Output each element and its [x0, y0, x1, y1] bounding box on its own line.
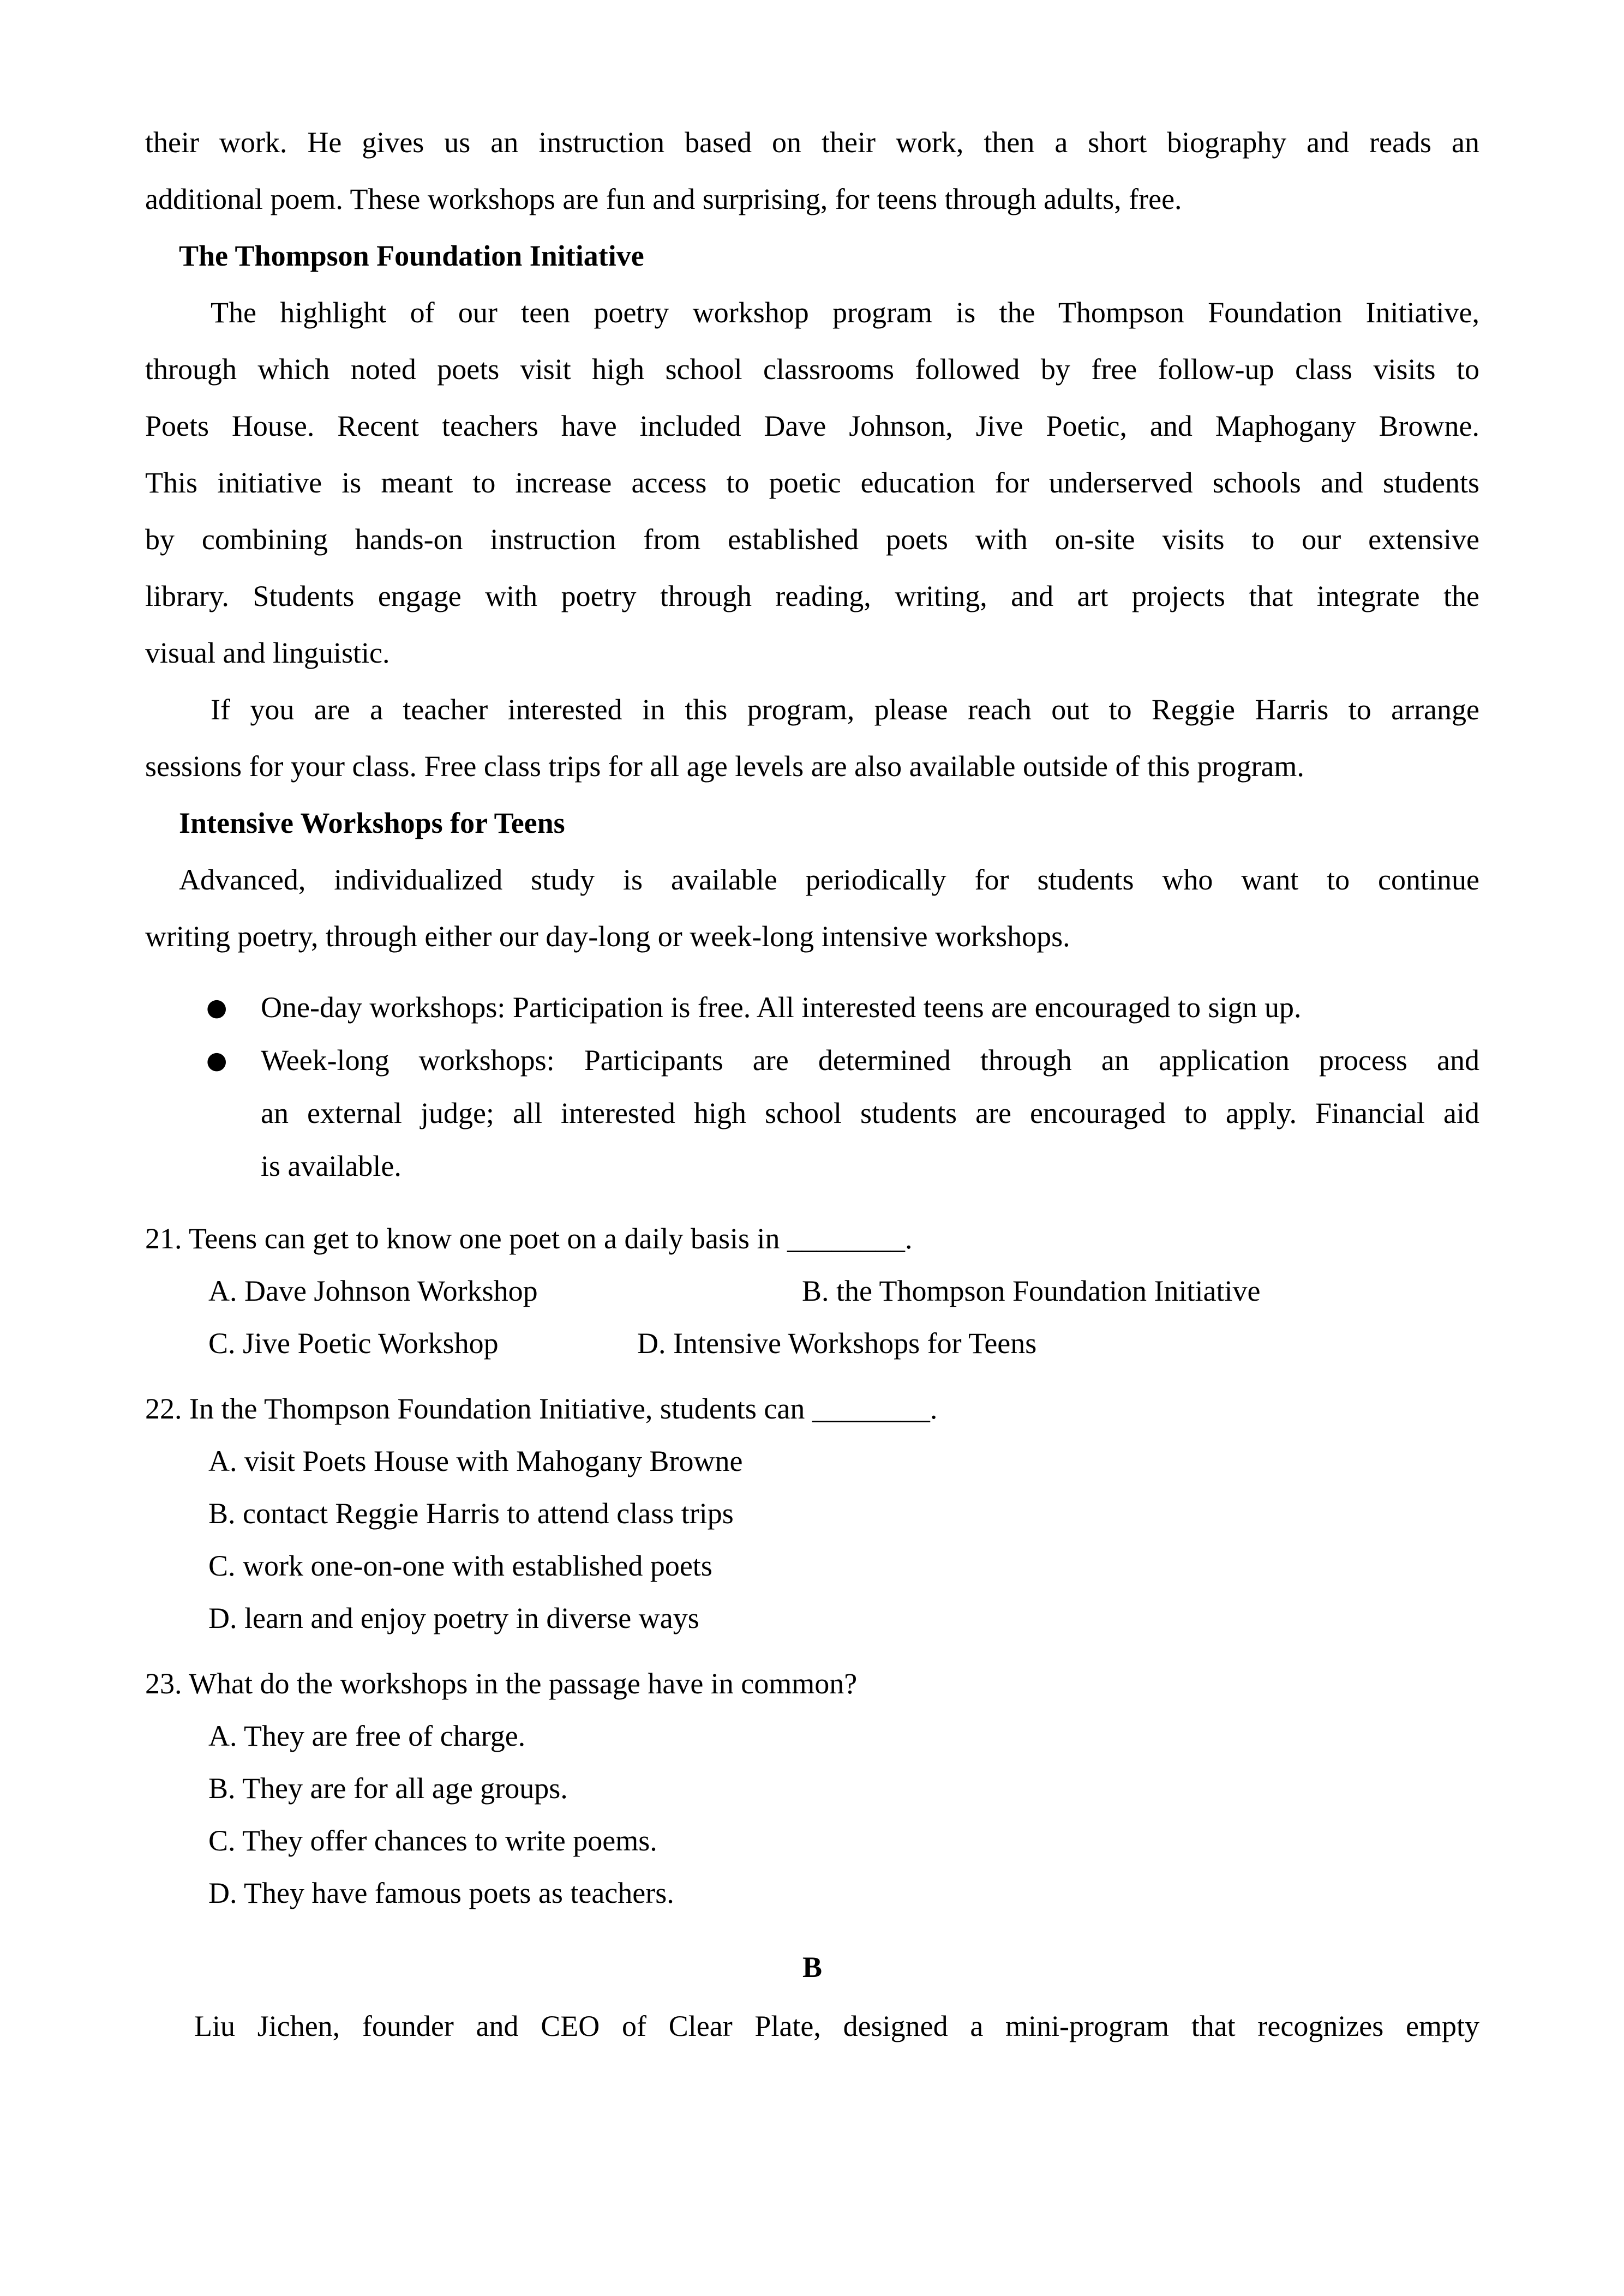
text-line: One-day workshops: Participation is free. All interested teens are encouraged to sign up. [261, 991, 1302, 1024]
option-23-a: A. They are free of charge. [208, 1720, 526, 1752]
text-line: is available. [261, 1150, 401, 1182]
bullet-item-week-long [145, 1034, 1479, 1193]
question-21-options-row-2 [145, 1317, 1479, 1369]
question-21-stem: 21. Teens can get to know one poet on a daily basis in ________. [145, 1222, 913, 1255]
text-line: sessions for your class. Free class trips for all age levels are also available outside of this program. [145, 750, 1304, 783]
text-line: visual and linguistic. [145, 636, 390, 669]
text-line: The highlight of our teen poetry workshop program is the Thompson Foundation Initiative, [211, 296, 1479, 329]
text-line: If you are a teacher interested in this program, please reach out to Reggie Harris to arrange [211, 693, 1479, 726]
text-line: additional poem. These workshops are fun and surprising, for teens through adults, free. [145, 183, 1182, 215]
text-line: an external judge; all interested high school students are encouraged to apply. Financial aid [261, 1097, 1479, 1129]
text-line: through which noted poets visit high school classrooms followed by free follow-up class visits to [145, 353, 1479, 386]
option-23-c: C. They offer chances to write poems. [208, 1824, 657, 1857]
option-22-c: C. work one-on-one with established poets [208, 1549, 712, 1582]
paragraph-intensive [145, 851, 1479, 965]
option-23-b: B. They are for all age groups. [208, 1772, 568, 1805]
option-22-a: A. visit Poets House with Mahogany Browne [208, 1445, 743, 1477]
paragraph-section-b [145, 1998, 1479, 2054]
text-line: Advanced, individualized study is available periodically for students who want to continue [179, 863, 1479, 896]
section-heading-thompson: The Thompson Foundation Initiative [179, 239, 644, 272]
text-line: by combining hands-on instruction from established poets with on-site visits to our extensive [145, 523, 1479, 556]
question-22-stem: 22. In the Thompson Foundation Initiative, students can ________. [145, 1392, 938, 1425]
questions-section [145, 1212, 1479, 1919]
paragraph-thompson-2 [145, 681, 1479, 795]
question-23 [145, 1657, 1479, 1919]
question-23-stem: 23. What do the workshops in the passage have in common? [145, 1667, 858, 1700]
option-21-b: B. the Thompson Foundation Initiative [802, 1275, 1261, 1307]
text-line: their work. He gives us an instruction based on their work, then a short biography and reads an [145, 126, 1479, 159]
text-line: Liu Jichen, founder and CEO of Clear Plate, designed a mini-program that recognizes empty [194, 2010, 1479, 2042]
text-line: This initiative is meant to increase access to poetic education for underserved schools and students [145, 466, 1479, 499]
text-line: library. Students engage with poetry through reading, writing, and art projects that integrate the [145, 580, 1479, 612]
question-22 [145, 1383, 1479, 1644]
text-line: writing poetry, through either our day-long or week-long intensive workshops. [145, 920, 1070, 953]
bullet-item-one-day [145, 981, 1479, 1034]
option-23-d: D. They have famous poets as teachers. [208, 1877, 674, 1909]
option-21-c: C. Jive Poetic Workshop [208, 1327, 499, 1360]
option-22-d: D. learn and enjoy poetry in diverse ways [208, 1602, 699, 1634]
option-21-d: D. Intensive Workshops for Teens [637, 1327, 1037, 1360]
option-22-b: B. contact Reggie Harris to attend class trips [208, 1497, 734, 1530]
paragraph-thompson-1 [145, 284, 1479, 681]
option-21-a: A. Dave Johnson Workshop [208, 1275, 538, 1307]
question-21 [145, 1212, 1479, 1369]
intro-paragraph [145, 114, 1479, 227]
section-heading-intensive: Intensive Workshops for Teens [179, 807, 565, 839]
bullet-list [145, 981, 1479, 1193]
bullet-marker: ● [206, 1047, 227, 1074]
question-21-options-row-1 [145, 1265, 1479, 1317]
section-b-label: B [802, 1951, 823, 1984]
bullet-marker: ● [206, 994, 227, 1021]
text-line: Week-long workshops: Participants are determined through an application process and [261, 1044, 1479, 1077]
text-line: Poets House. Recent teachers have included Dave Johnson, Jive Poetic, and Maphogany Browne. [145, 410, 1479, 442]
